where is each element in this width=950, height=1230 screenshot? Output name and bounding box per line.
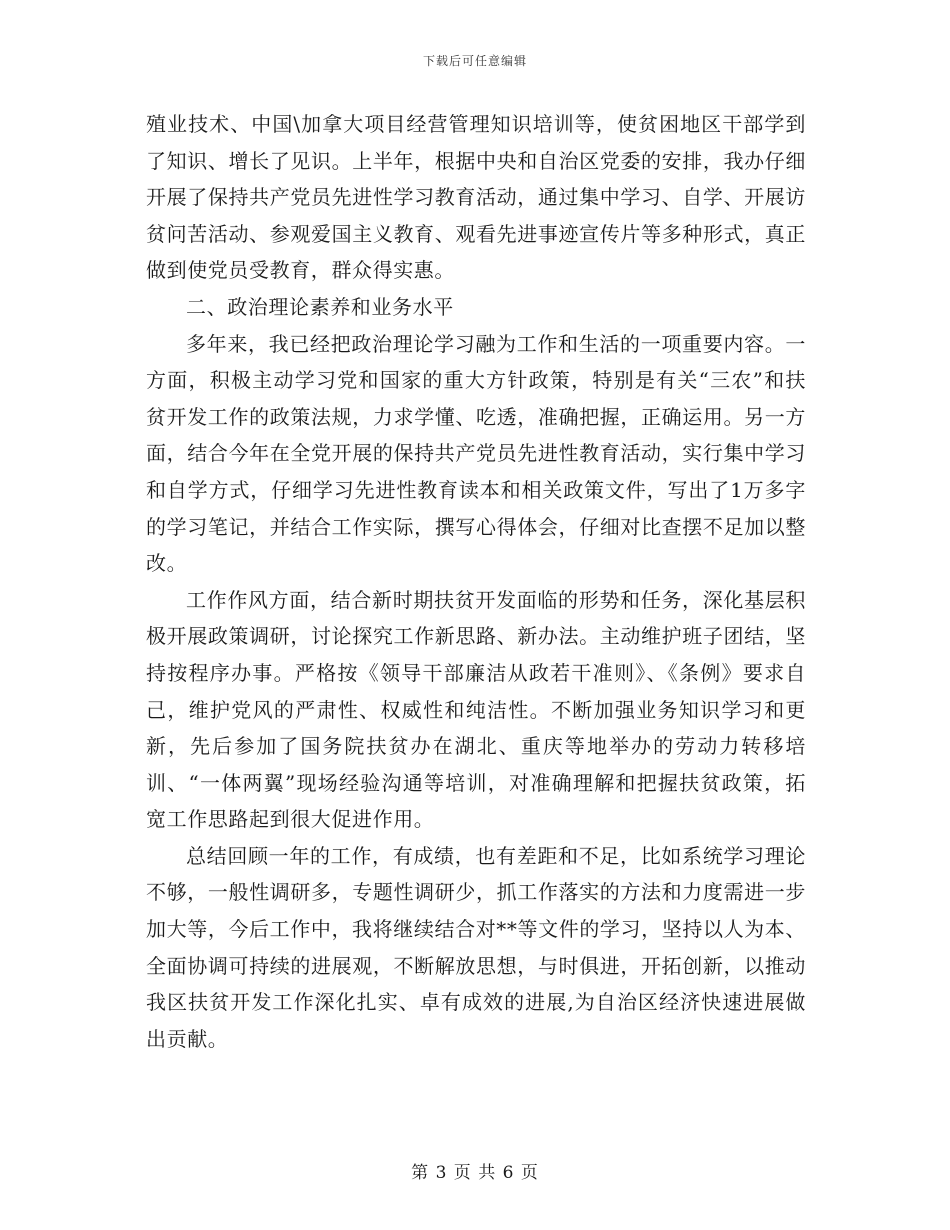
- page-header: 下载后可任意编辑: [422, 54, 527, 68]
- section-heading: 二、政治理论素养和业务水平: [186, 294, 454, 319]
- paragraph-continued: 殖业技术、中国\加拿大项目经营管理知识培训等，使贫困地区干部学到了知识、增长了见识。上半年，根据中央和自治区党委的安排，我办仔细开展了保持共产党员先进性学习教育活动，通过集中学习、自学、开展访贫问苦活动、参观爱国主义教育、观看先进事迹宣传片等多种形式，真正做到使党员受教育，群众得实惠。: [146, 112, 806, 283]
- paragraph-political-study: 多年来，我已经把政治理论学习融为工作和生活的一项重要内容。一方面，积极主动学习党和国家的重大方针政策，特别是有关“三农”和扶贫开发工作的政策法规，力求学懂、吃透，准确把握，正确运用。另一方面，结合今年在全党开展的保持共产党员先进性教育活动，实行集中学习和自学方式，仔细学习先进性教育读本和相关政策文件，写出了1万多字的学习笔记，并结合工作实际，撰写心得体会，仔细对比查摆不足加以整改。: [146, 331, 806, 576]
- page-number: 第 3 页 共 6 页: [411, 1163, 539, 1183]
- paragraph-summary: 总结回顾一年的工作，有成绩，也有差距和不足，比如系统学习理论不够，一般性调研多，专题性调研少，抓工作落实的方法和力度需进一步加大等，今后工作中，我将继续结合对**等文件的学习，坚持以人为本、全面协调可持续的进展观，不断解放思想，与时俱进，开拓创新，以推动我区扶贫开发工作深化扎实、卓有成效的进展,为自治区经济快速进展做出贡献。: [146, 843, 806, 1051]
- document-body: [146, 106, 806, 1057]
- paragraph-work-style: 工作作风方面，结合新时期扶贫开发面临的形势和任务，深化基层积极开展政策调研，讨论探究工作新思路、新办法。主动维护班子团结，坚持按程序办事。严格按《领导干部廉洁从政若干准则》、《条例》要求自己，维护党风的严肃性、权威性和纯洁性。不断加强业务知识学习和更新，先后参加了国务院扶贫办在湖北、重庆等地举办的劳动力转移培训、“一体两翼”现场经验沟通等培训，对准确理解和把握扶贫政策，拓宽工作思路起到很大促进作用。: [146, 587, 806, 832]
